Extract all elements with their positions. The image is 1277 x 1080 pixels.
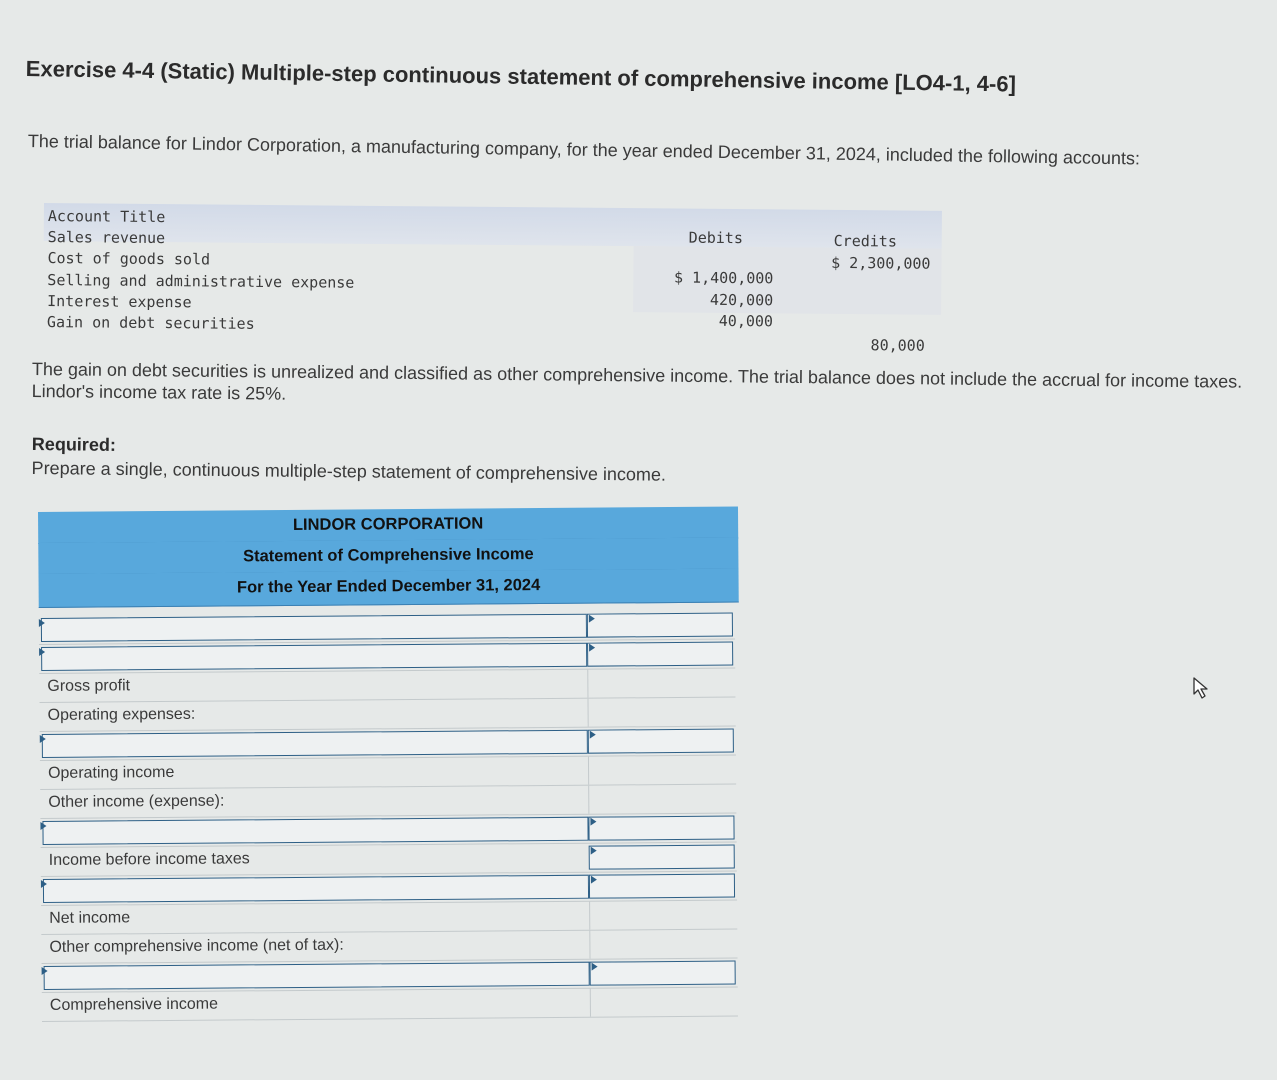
input-marker-icon xyxy=(589,615,595,623)
statement-amount-input[interactable] xyxy=(590,961,736,986)
statement-row-label: Operating income xyxy=(47,763,175,782)
col-credits: Credits xyxy=(833,231,897,251)
statement-amount-cell xyxy=(589,930,736,959)
mouse-pointer-icon xyxy=(1192,676,1214,705)
statement-amount-cell xyxy=(588,756,735,785)
input-marker-icon xyxy=(590,818,596,826)
statement-label-input[interactable] xyxy=(42,730,588,758)
input-marker-icon xyxy=(591,847,597,855)
statement-company: LINDOR CORPORATION xyxy=(38,507,738,544)
statement-label-input[interactable] xyxy=(44,962,590,990)
intro-text: The trial balance for Lindor Corporation, a manufacturing company, for the year ended December 31, 2024, included the following accounts: xyxy=(27,130,1141,169)
tb-debit: 420,000 xyxy=(709,290,774,310)
statement-amount-input[interactable] xyxy=(587,613,733,638)
required-section xyxy=(31,432,666,487)
statement-name: Statement of Comprehensive Income xyxy=(38,538,738,575)
col-debits: Debits xyxy=(688,228,743,248)
statement-row-label: Other income (expense): xyxy=(48,792,225,811)
statement-label-input[interactable] xyxy=(41,643,587,671)
statement-row-label: Income before income taxes xyxy=(48,850,250,869)
required-heading: Required: xyxy=(31,433,116,455)
dropdown-marker-icon xyxy=(40,735,46,743)
tb-credit: $ 2,300,000 xyxy=(831,253,931,273)
tb-account: Sales revenue xyxy=(47,228,166,248)
statement-label-input[interactable] xyxy=(43,875,589,903)
trial-balance xyxy=(43,203,944,355)
tb-account: Interest expense xyxy=(47,292,192,312)
tb-debit: $ 1,400,000 xyxy=(673,268,774,288)
statement-amount-cell xyxy=(587,698,734,727)
tb-account: Gain on debt securities xyxy=(46,313,255,333)
statement-amount-input[interactable] xyxy=(589,874,735,899)
dropdown-marker-icon xyxy=(41,880,47,888)
input-marker-icon xyxy=(591,876,597,884)
statement-row-label: Other comprehensive income (net of tax): xyxy=(49,936,344,956)
exercise-title: Exercise 4-4 (Static) Multiple-step continuous statement of comprehensive income [LO4-1, 4-6] xyxy=(25,56,1017,97)
input-marker-icon xyxy=(589,644,595,652)
statement-label-input[interactable] xyxy=(42,817,588,845)
dropdown-marker-icon xyxy=(39,619,45,627)
statement-amount-cell xyxy=(588,785,735,814)
statement-row xyxy=(42,988,738,1022)
trial-balance-header-band xyxy=(44,203,942,249)
tb-debit: 40,000 xyxy=(718,311,774,331)
statement-row-label: Comprehensive income xyxy=(49,995,219,1014)
statement-period: For the Year Ended December 31, 2024 xyxy=(38,569,738,608)
statement-row-label: Operating expenses: xyxy=(47,705,196,724)
statement-row-label: Gross profit xyxy=(47,677,131,695)
statement-amount-cell xyxy=(590,988,737,1017)
required-text: Prepare a single, continuous multiple-step statement of comprehensive income. xyxy=(31,457,667,485)
statement-table xyxy=(38,507,742,1022)
statement-row-label: Net income xyxy=(49,909,131,927)
statement-amount-cell xyxy=(587,669,734,698)
statement-amount-input[interactable] xyxy=(588,729,734,754)
input-marker-icon xyxy=(590,731,596,739)
tb-credit: 80,000 xyxy=(870,336,925,355)
statement-label-input[interactable] xyxy=(41,614,587,642)
dropdown-marker-icon xyxy=(39,648,45,656)
statement-amount-input[interactable] xyxy=(588,816,734,841)
col-account-title: Account Title xyxy=(47,207,166,227)
dropdown-marker-icon xyxy=(40,822,46,830)
statement-amount-input[interactable] xyxy=(589,845,735,870)
statement-amount-cell xyxy=(589,901,736,930)
tb-account: Cost of goods sold xyxy=(47,249,211,269)
note-text: The gain on debt securities is unrealized and classified as other comprehensive income. The trial balance does not include the accrual for income taxes. Lindor's income tax rate is 25%. xyxy=(31,358,1243,404)
statement-amount-input[interactable] xyxy=(587,642,733,667)
dropdown-marker-icon xyxy=(42,967,48,975)
tb-account: Selling and administrative expense xyxy=(47,271,355,292)
input-marker-icon xyxy=(592,963,598,971)
